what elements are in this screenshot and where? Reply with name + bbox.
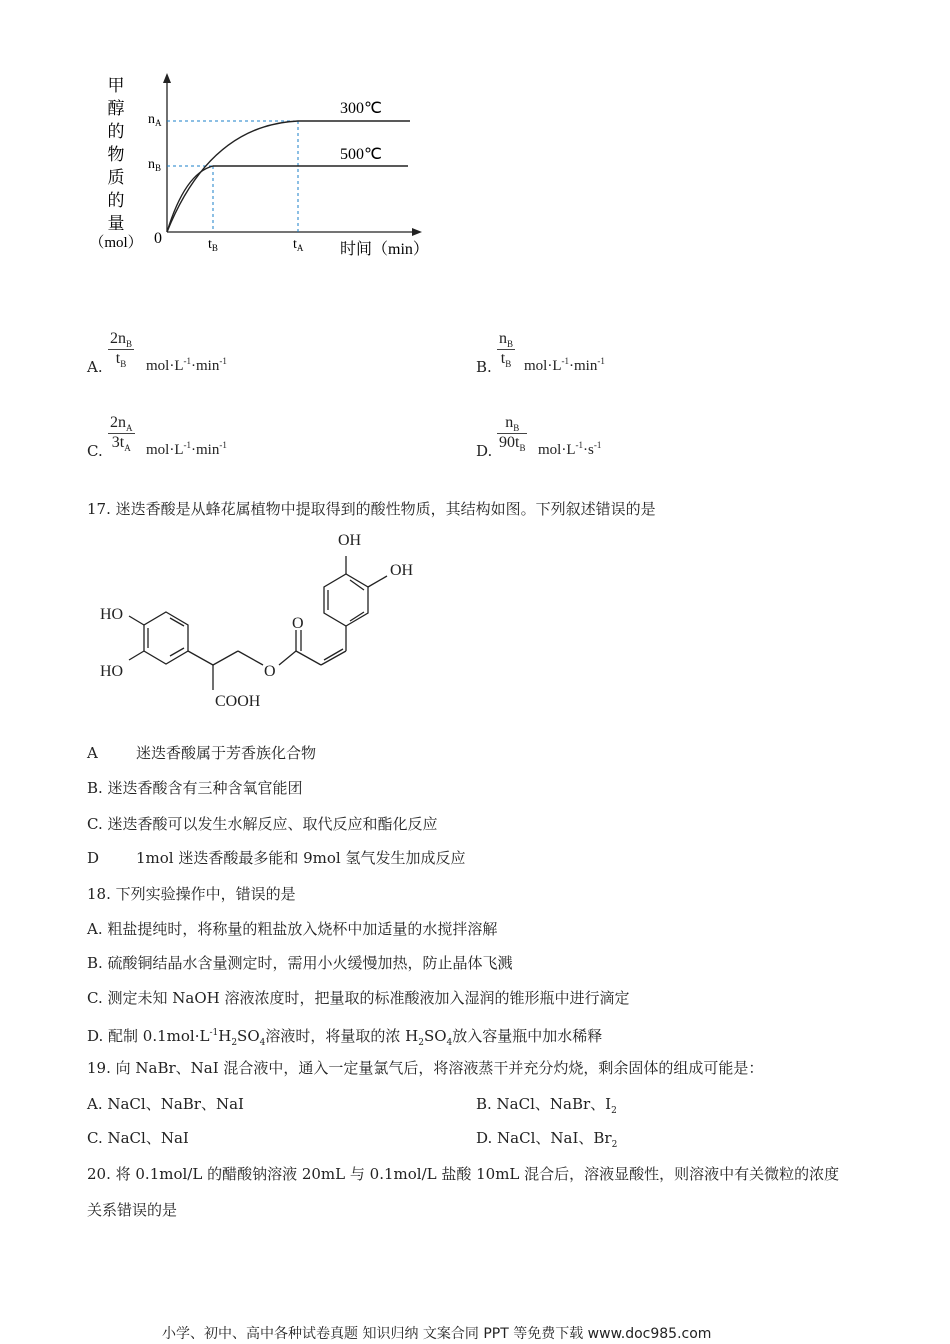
x-axis-label: 时间（min） bbox=[340, 241, 429, 258]
curve-500-label: 500℃ bbox=[340, 146, 382, 163]
option-letter: D. bbox=[476, 442, 493, 460]
origin-label: 0 bbox=[154, 230, 162, 247]
svg-text:tA: $t_A$ bbox=[293, 237, 304, 253]
q18-option-d[interactable]: D. 配制 $0.1mol\cdot L^{-1}H_2SO_4$溶液时，将量取的浓 $H_2SO_4$放入容量瓶中加水稀释 bbox=[87, 1027, 603, 1048]
q18-option-a[interactable]: A. 粗盐提纯时，将称量的粗盐放入烧杯中加适量的水搅拌溶解 bbox=[87, 920, 498, 938]
y-unit: （mol） bbox=[90, 235, 143, 251]
unit: $mol\cdot L^{-1}\cdot\min^{-1}$ bbox=[146, 356, 227, 374]
q19-option-d[interactable]: D. NaCl、NaI、$Br_2$ bbox=[476, 1129, 618, 1150]
ho-label: HO bbox=[100, 663, 124, 680]
option-letter: B. bbox=[476, 358, 492, 376]
option-letter: C. bbox=[87, 442, 103, 460]
option-letter: A bbox=[87, 744, 98, 762]
y-label-char: 量 bbox=[107, 214, 125, 233]
fraction: $\frac{n_B}{90t_B}$ bbox=[499, 414, 526, 454]
cooh-label: COOH bbox=[215, 693, 261, 710]
option-text: 1mol 迷迭香酸最多能和 9mol 氢气发生加成反应 bbox=[136, 849, 466, 867]
y-label-char: 甲 bbox=[107, 76, 125, 95]
option-text: 迷迭香酸属于芳香族化合物 bbox=[136, 744, 317, 762]
q20-stem-line1: 20. 将 0.1mol/L 的醋酸钠溶液 20mL 与 0.1mol/L 盐酸 10mL 混合后，溶液显酸性，则溶液中有关微粒的浓度 bbox=[87, 1165, 840, 1183]
molecule-svg bbox=[95, 528, 435, 713]
page-footer: 小学、初中、高中各种试卷真题 知识归纳 文案合同 PPT 等免费下载 www.doc985.com bbox=[162, 1326, 712, 1342]
unit: $mol\cdot L^{-1}\cdot\min^{-1}$ bbox=[524, 356, 605, 374]
fraction: $\frac{n_B}{t_B}$ bbox=[499, 330, 514, 370]
ho-label: HO bbox=[100, 606, 124, 623]
y-label-char: 的 bbox=[107, 122, 125, 141]
q17-stem: 17. 迷迭香酸是从蜂花属植物中提取得到的酸性物质，其结构如图。下列叙述错误的是 bbox=[87, 500, 656, 518]
methanol-graph bbox=[90, 65, 450, 275]
q18-option-c[interactable]: C. 测定未知 NaOH 溶液浓度时，把量取的标准酸液加入湿润的锥形瓶中进行滴定 bbox=[87, 989, 630, 1007]
q20-stem-line2: 关系错误的是 bbox=[87, 1201, 178, 1219]
q19-stem: 19. 向 NaBr、NaI 混合液中，通入一定量氯气后，将溶液蒸干并充分灼烧，剩余固体的组成可能是： bbox=[87, 1059, 764, 1077]
oh-label: OH bbox=[338, 532, 362, 549]
ester-o-label: O bbox=[264, 663, 276, 680]
option-letter: D bbox=[87, 849, 100, 867]
carbonyl-o-label: O bbox=[292, 615, 304, 632]
svg-text:tB: $t_B$ bbox=[208, 237, 218, 253]
y-label-char: 质 bbox=[107, 168, 125, 187]
q18-stem: 18. 下列实验操作中，错误的是 bbox=[87, 885, 296, 903]
y-label-char: 物 bbox=[107, 145, 125, 164]
q19-option-b[interactable]: B. NaCl、NaBr、$I_2$ bbox=[476, 1095, 617, 1116]
q18-option-b[interactable]: B. 硫酸铜结晶水含量测定时，需用小火缓慢加热，防止晶体飞溅 bbox=[87, 954, 513, 972]
oh-label: OH bbox=[390, 562, 414, 579]
q19-option-c[interactable]: C. NaCl、NaI bbox=[87, 1129, 189, 1147]
unit: $mol\cdot L^{-1}\cdot\min^{-1}$ bbox=[146, 440, 227, 458]
unit: $mol\cdot L^{-1}\cdot s^{-1}$ bbox=[538, 440, 602, 458]
y-label-char: 醇 bbox=[107, 99, 125, 118]
curve-300-label: 300℃ bbox=[340, 100, 382, 117]
rosmarinic-acid-structure bbox=[95, 528, 435, 713]
fraction: $\frac{2n_B}{t_B}$ bbox=[110, 330, 133, 370]
svg-text:nA: $n_A$ bbox=[148, 112, 162, 128]
q17-option-c[interactable]: C. 迷迭香酸可以发生水解反应、取代反应和酯化反应 bbox=[87, 815, 438, 833]
fraction: $\frac{2n_A}{3t_A}$ bbox=[110, 414, 133, 454]
y-label-char: 的 bbox=[107, 191, 125, 210]
q19-option-a[interactable]: A. NaCl、NaBr、NaI bbox=[87, 1095, 244, 1113]
svg-text:nB: $n_B$ bbox=[148, 157, 162, 173]
graph-svg bbox=[90, 65, 450, 275]
q17-option-b[interactable]: B. 迷迭香酸含有三种含氧官能团 bbox=[87, 779, 303, 797]
option-letter: A. bbox=[87, 358, 103, 376]
